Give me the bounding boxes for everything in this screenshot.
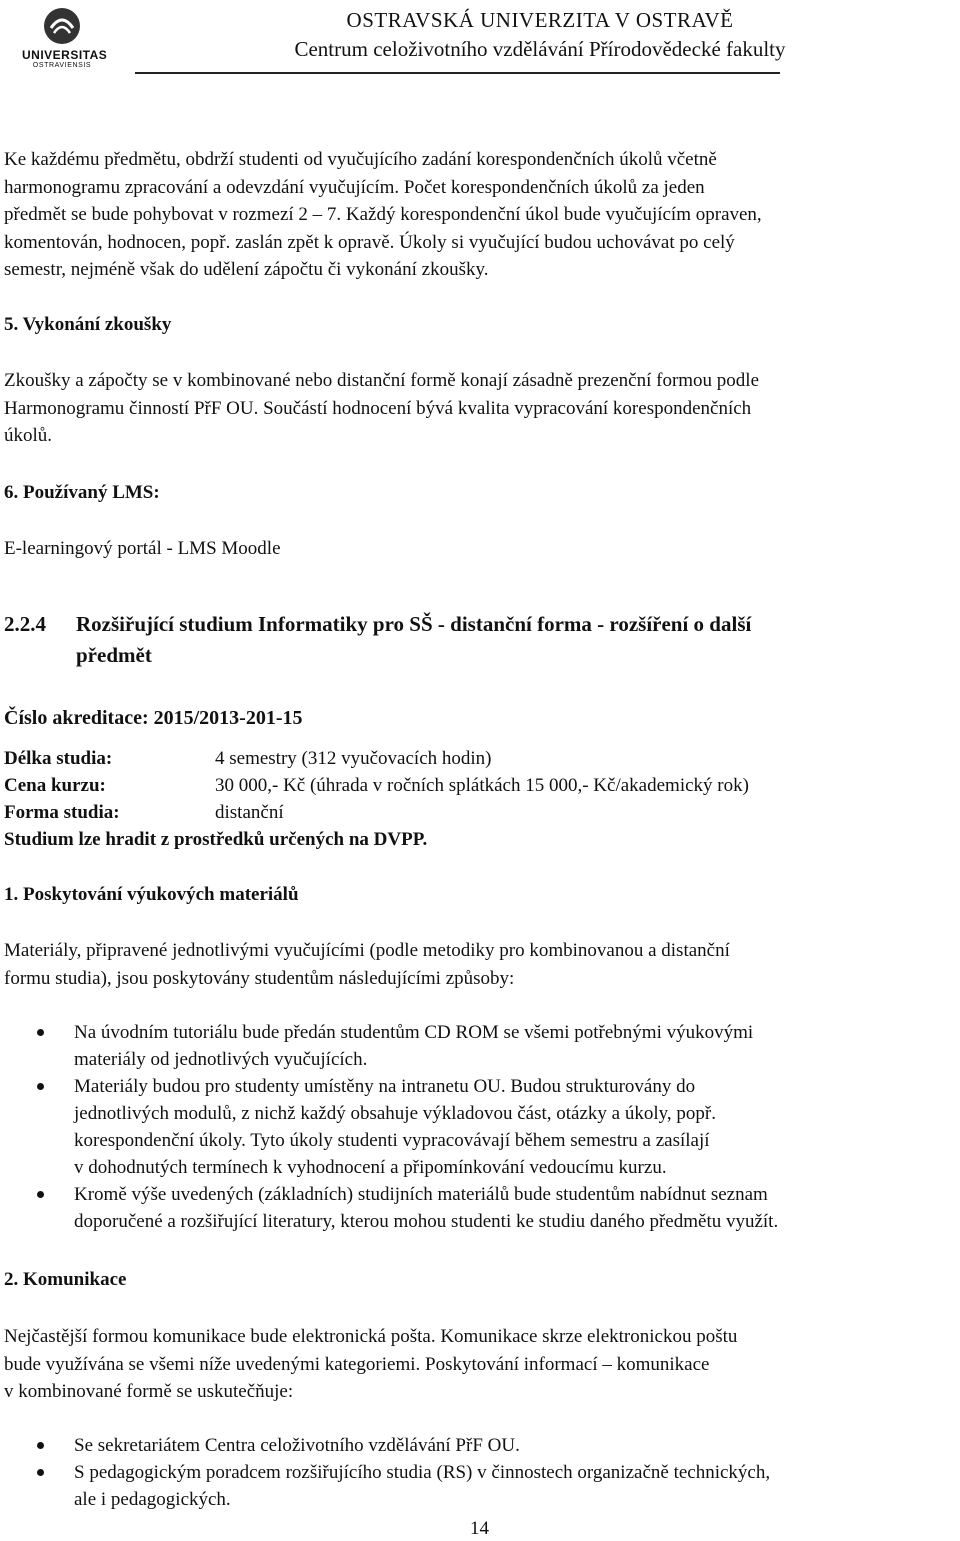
communication-list: [0, 1432, 960, 1513]
lms-text: E-learningový portál - LMS Moodle: [4, 538, 281, 559]
program-heading: [4, 609, 924, 671]
section-heading-communication: 2. Komunikace: [4, 1269, 127, 1290]
text-line: harmonogramu zpracování a odevzdání vyučujícím. Počet korespondenčních úkolů za jeden: [4, 176, 705, 198]
text-line: semestr, nejméně však do udělení zápočtu či vykonání zkoušky.: [4, 259, 489, 280]
text-line: bude využívána se všemi níže uvedenými kategoriemi. Poskytování informací – komunikace: [4, 1353, 710, 1375]
list-item: [0, 1432, 960, 1459]
logo-text-universitas: UNIVERSITAS: [22, 48, 108, 62]
list-item: [0, 1019, 960, 1073]
materials-paragraph: [4, 937, 954, 992]
detail-row-duration: [4, 745, 491, 772]
text-line: předmět se bude pohybovat v rozmezí 2 – 7. Každý korespondenční úkol bude vyučujícím opraven,: [4, 204, 762, 225]
detail-value: 30 000,- Kč (úhrada v ročních splátkách 15 000,- Kč/akademický rok): [215, 775, 749, 796]
list-item: [0, 1073, 960, 1181]
logo-text-ostraviensis: OSTRAVIENSIS: [32, 62, 92, 69]
detail-row-form: [4, 799, 284, 826]
text-line: doporučené a rozšiřující literatury, kterou mohou studenti ke studiu daného předmětu využít.: [74, 1211, 779, 1232]
detail-label: Délka studia:: [4, 748, 113, 769]
materials-list: [0, 1019, 960, 1235]
accreditation-number: Číslo akreditace: 2015/2013-201-15: [4, 707, 303, 729]
section-heading-materials: 1. Poskytování výukových materiálů: [4, 884, 299, 905]
text-line: Ke každému předmětu, obdrží studenti od vyučujícího zadání korespondenčních úkolů včetně: [4, 149, 717, 170]
intro-paragraph: [4, 146, 954, 284]
text-line: Se sekretariátem Centra celoživotního vzdělávání PřF OU.: [74, 1435, 520, 1456]
program-title-continued: předmět: [76, 643, 152, 667]
text-line: jednotlivých modulů, z nichž každý obsahuje výkladovou část, otázky a úkoly, popř.: [74, 1103, 716, 1124]
text-line: komentován, hodnocen, popř. zaslán zpět k opravě. Úkoly si vyučující budou uchovávat po celý: [4, 231, 735, 253]
text-line: v dohodnutých termínech k vyhodnocení a připomínkování vedoucímu kurzu.: [74, 1157, 667, 1178]
faculty-name: Centrum celoživotního vzdělávání Přírodovědecké fakulty: [294, 37, 786, 61]
list-item: [0, 1459, 960, 1513]
bullet-icon: [37, 1442, 44, 1449]
list-item: [0, 1181, 960, 1235]
university-name: OSTRAVSKÁ UNIVERZITA V OSTRAVĚ: [346, 8, 734, 32]
funding-note: Studium lze hradit z prostředků určených na DVPP.: [4, 829, 428, 850]
text-line: Na úvodním tutoriálu bude předán studentům CD ROM se všemi potřebnými výukovými: [74, 1022, 754, 1043]
bullet-icon: [37, 1469, 44, 1476]
text-line: korespondenční úkoly. Tyto úkoly studenti vypracovávají během semestru a zasílají: [74, 1130, 710, 1151]
detail-label: Cena kurzu:: [4, 775, 106, 796]
university-emblem-icon: [42, 6, 82, 46]
text-line: Kromě výše uvedených (základních) studijních materiálů bude studentům nabídnut seznam: [74, 1184, 768, 1205]
program-number: 2.2.4: [4, 612, 46, 636]
text-line: Zkoušky a zápočty se v kombinované nebo distanční formě konají zásadně prezenční formou podle: [4, 370, 760, 391]
text-line: úkolů.: [4, 425, 53, 446]
bullet-icon: [37, 1083, 44, 1090]
section-heading-lms: 6. Používaný LMS:: [4, 482, 160, 503]
program-title: Rozšiřující studium Informatiky pro SŠ - distanční forma - rozšíření o další: [76, 612, 752, 636]
detail-value: 4 semestry (312 vyučovacích hodin): [215, 748, 492, 769]
detail-value: distanční: [215, 802, 284, 823]
section-heading-exam: 5. Vykonání zkoušky: [4, 314, 172, 335]
text-line: Nejčastější formou komunikace bude elektronická pošta. Komunikace skrze elektronickou poštu: [4, 1326, 738, 1347]
page-header: [0, 0, 960, 78]
text-line: Harmonogramu činností PřF OU. Součástí hodnocení bývá kvalita vypracování korespondenčních: [4, 397, 752, 419]
text-line: formu studia), jsou poskytovány studentům následujícími způsoby:: [4, 967, 515, 989]
program-title-line: [4, 609, 924, 640]
text-line: Materiály budou pro studenty umístěny na intranetu OU. Budou strukturovány do: [74, 1076, 696, 1097]
detail-label: Forma studia:: [4, 802, 120, 823]
communication-paragraph: [4, 1323, 954, 1406]
university-logo: [22, 6, 108, 76]
text-line: materiály od jednotlivých vyučujících.: [74, 1049, 368, 1070]
exam-paragraph: [4, 367, 954, 450]
bullet-icon: [37, 1029, 44, 1036]
detail-row-price: [4, 772, 749, 799]
text-line: Materiály, připravené jednotlivými vyučujícími (podle metodiky pro kombinovanou a distanční: [4, 940, 730, 961]
header-divider: [135, 72, 780, 74]
bullet-icon: [37, 1191, 44, 1198]
text-line: ale i pedagogických.: [74, 1489, 231, 1510]
page-number: 14: [470, 1518, 489, 1539]
text-line: S pedagogickým poradcem rozšiřujícího studia (RS) v činnostech organizačně technických,: [74, 1462, 771, 1483]
text-line: v kombinované formě se uskutečňuje:: [4, 1381, 294, 1402]
